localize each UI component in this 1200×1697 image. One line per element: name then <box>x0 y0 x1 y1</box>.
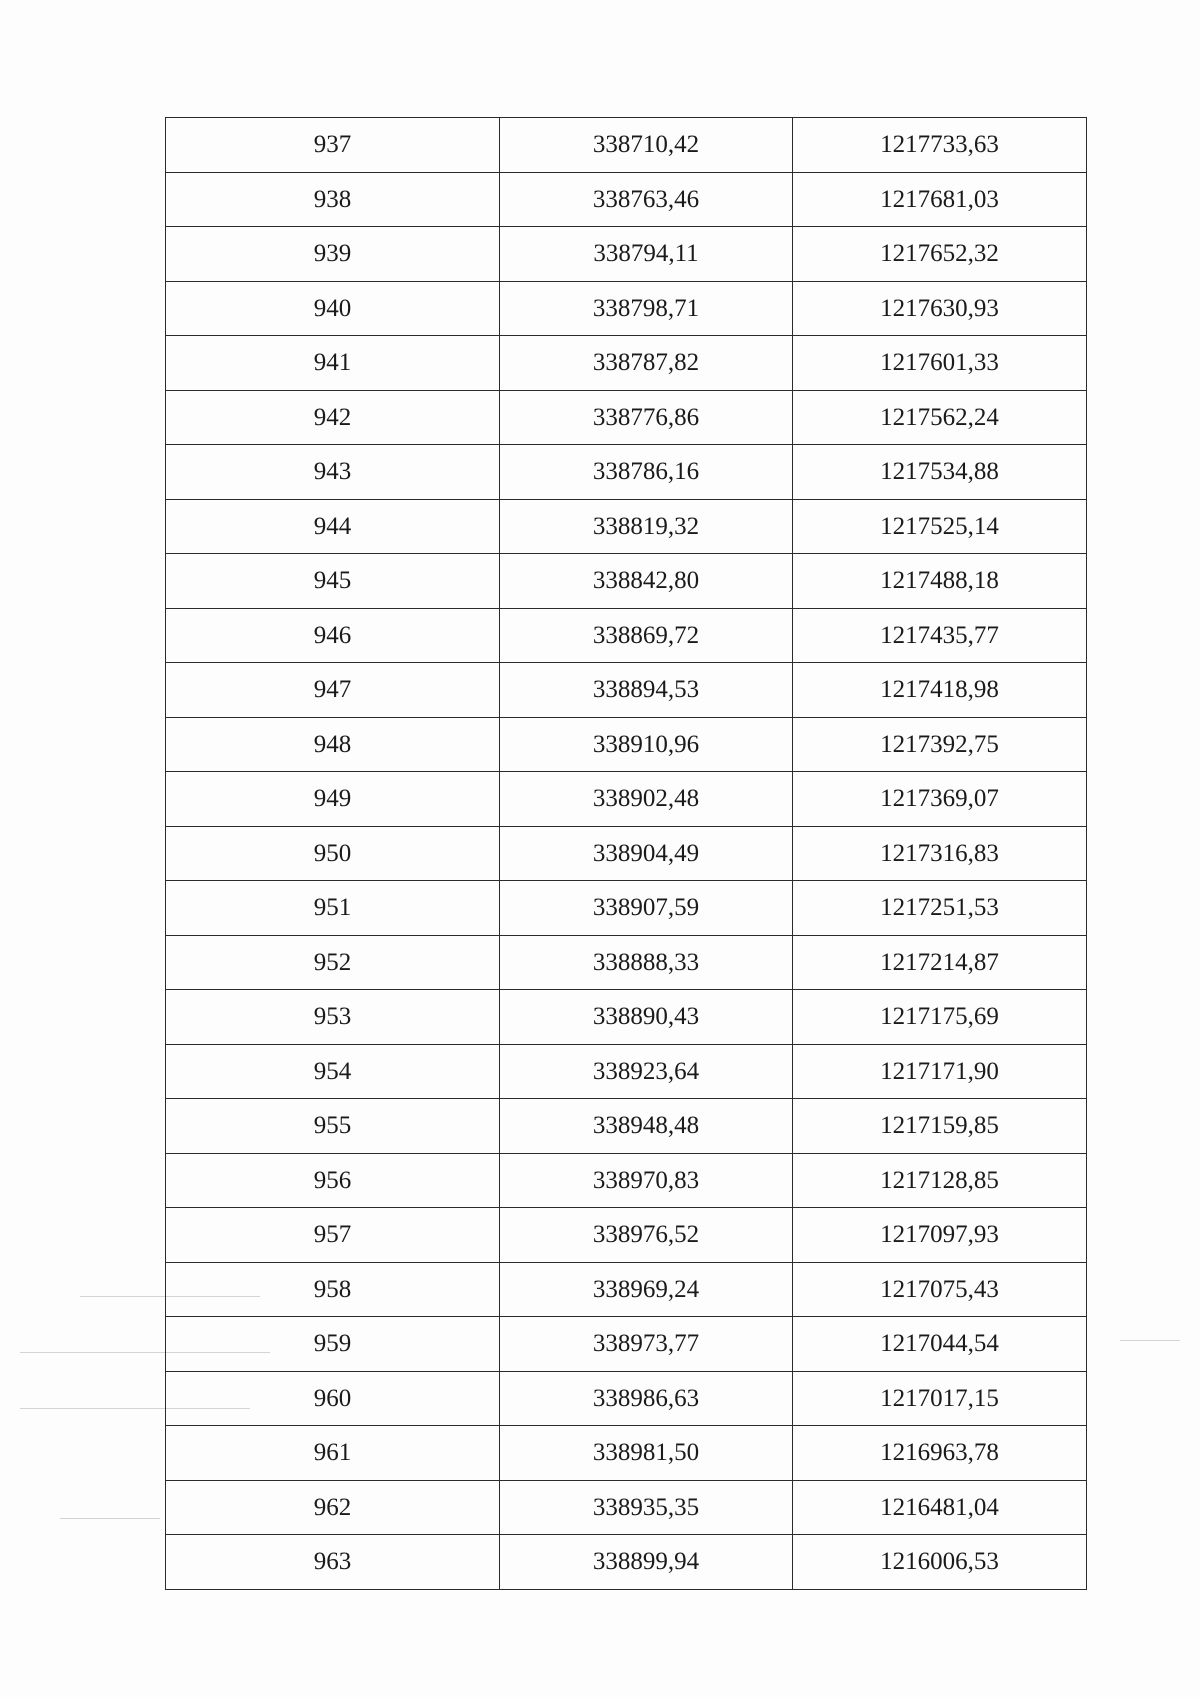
point-number-cell: 949 <box>166 772 500 827</box>
point-number-cell: 943 <box>166 445 500 500</box>
x-coordinate-cell: 338787,82 <box>500 336 793 391</box>
table-row <box>166 717 1087 772</box>
x-coordinate-cell: 338869,72 <box>500 608 793 663</box>
x-coordinate-cell: 338935,35 <box>500 1480 793 1535</box>
point-number-cell: 937 <box>166 118 500 173</box>
x-coordinate-cell: 338890,43 <box>500 990 793 1045</box>
y-coordinate-cell: 1217128,85 <box>793 1153 1087 1208</box>
point-number-cell: 955 <box>166 1099 500 1154</box>
y-coordinate-cell: 1216481,04 <box>793 1480 1087 1535</box>
y-coordinate-cell: 1217525,14 <box>793 499 1087 554</box>
x-coordinate-cell: 338910,96 <box>500 717 793 772</box>
x-coordinate-cell: 338798,71 <box>500 281 793 336</box>
x-coordinate-cell: 338842,80 <box>500 554 793 609</box>
y-coordinate-cell: 1217159,85 <box>793 1099 1087 1154</box>
point-number-cell: 959 <box>166 1317 500 1372</box>
table-row <box>166 1044 1087 1099</box>
x-coordinate-cell: 338948,48 <box>500 1099 793 1154</box>
point-number-cell: 961 <box>166 1426 500 1481</box>
point-number-cell: 956 <box>166 1153 500 1208</box>
x-coordinate-cell: 338899,94 <box>500 1535 793 1590</box>
table-row <box>166 990 1087 1045</box>
y-coordinate-cell: 1217681,03 <box>793 172 1087 227</box>
y-coordinate-cell: 1217316,83 <box>793 826 1087 881</box>
y-coordinate-cell: 1217652,32 <box>793 227 1087 282</box>
point-number-cell: 951 <box>166 881 500 936</box>
table-row <box>166 172 1087 227</box>
y-coordinate-cell: 1217534,88 <box>793 445 1087 500</box>
table-row <box>166 1535 1087 1590</box>
y-coordinate-cell: 1217601,33 <box>793 336 1087 391</box>
point-number-cell: 947 <box>166 663 500 718</box>
table-row <box>166 1262 1087 1317</box>
y-coordinate-cell: 1217044,54 <box>793 1317 1087 1372</box>
x-coordinate-cell: 338710,42 <box>500 118 793 173</box>
x-coordinate-cell: 338923,64 <box>500 1044 793 1099</box>
coordinates-table-body <box>166 118 1087 1590</box>
x-coordinate-cell: 338973,77 <box>500 1317 793 1372</box>
table-row <box>166 1208 1087 1263</box>
y-coordinate-cell: 1217251,53 <box>793 881 1087 936</box>
point-number-cell: 938 <box>166 172 500 227</box>
point-number-cell: 946 <box>166 608 500 663</box>
table-row <box>166 1426 1087 1481</box>
scan-artifact-line <box>60 1518 160 1519</box>
coordinates-table <box>165 117 1087 1590</box>
point-number-cell: 941 <box>166 336 500 391</box>
y-coordinate-cell: 1217488,18 <box>793 554 1087 609</box>
table-row <box>166 1099 1087 1154</box>
table-row <box>166 554 1087 609</box>
table-row <box>166 1480 1087 1535</box>
point-number-cell: 953 <box>166 990 500 1045</box>
x-coordinate-cell: 338976,52 <box>500 1208 793 1263</box>
y-coordinate-cell: 1217733,63 <box>793 118 1087 173</box>
y-coordinate-cell: 1216963,78 <box>793 1426 1087 1481</box>
x-coordinate-cell: 338776,86 <box>500 390 793 445</box>
table-row <box>166 881 1087 936</box>
y-coordinate-cell: 1217175,69 <box>793 990 1087 1045</box>
table-row <box>166 281 1087 336</box>
scan-artifact-line <box>1120 1340 1180 1341</box>
table-row <box>166 118 1087 173</box>
point-number-cell: 958 <box>166 1262 500 1317</box>
point-number-cell: 945 <box>166 554 500 609</box>
table-row <box>166 935 1087 990</box>
table-row <box>166 608 1087 663</box>
table-row <box>166 663 1087 718</box>
x-coordinate-cell: 338986,63 <box>500 1371 793 1426</box>
y-coordinate-cell: 1216006,53 <box>793 1535 1087 1590</box>
y-coordinate-cell: 1217562,24 <box>793 390 1087 445</box>
point-number-cell: 957 <box>166 1208 500 1263</box>
y-coordinate-cell: 1217369,07 <box>793 772 1087 827</box>
point-number-cell: 963 <box>166 1535 500 1590</box>
x-coordinate-cell: 338888,33 <box>500 935 793 990</box>
table-row <box>166 1153 1087 1208</box>
table-row <box>166 772 1087 827</box>
x-coordinate-cell: 338904,49 <box>500 826 793 881</box>
point-number-cell: 940 <box>166 281 500 336</box>
table-row <box>166 826 1087 881</box>
y-coordinate-cell: 1217392,75 <box>793 717 1087 772</box>
point-number-cell: 962 <box>166 1480 500 1535</box>
y-coordinate-cell: 1217171,90 <box>793 1044 1087 1099</box>
table-row <box>166 227 1087 282</box>
table-row <box>166 390 1087 445</box>
point-number-cell: 942 <box>166 390 500 445</box>
x-coordinate-cell: 338970,83 <box>500 1153 793 1208</box>
point-number-cell: 939 <box>166 227 500 282</box>
x-coordinate-cell: 338907,59 <box>500 881 793 936</box>
y-coordinate-cell: 1217435,77 <box>793 608 1087 663</box>
y-coordinate-cell: 1217214,87 <box>793 935 1087 990</box>
y-coordinate-cell: 1217075,43 <box>793 1262 1087 1317</box>
table-row <box>166 336 1087 391</box>
y-coordinate-cell: 1217097,93 <box>793 1208 1087 1263</box>
table-row <box>166 1371 1087 1426</box>
point-number-cell: 950 <box>166 826 500 881</box>
x-coordinate-cell: 338902,48 <box>500 772 793 827</box>
y-coordinate-cell: 1217418,98 <box>793 663 1087 718</box>
point-number-cell: 944 <box>166 499 500 554</box>
table-row <box>166 499 1087 554</box>
x-coordinate-cell: 338794,11 <box>500 227 793 282</box>
x-coordinate-cell: 338819,32 <box>500 499 793 554</box>
x-coordinate-cell: 338969,24 <box>500 1262 793 1317</box>
point-number-cell: 960 <box>166 1371 500 1426</box>
x-coordinate-cell: 338786,16 <box>500 445 793 500</box>
x-coordinate-cell: 338894,53 <box>500 663 793 718</box>
x-coordinate-cell: 338981,50 <box>500 1426 793 1481</box>
point-number-cell: 954 <box>166 1044 500 1099</box>
y-coordinate-cell: 1217017,15 <box>793 1371 1087 1426</box>
table-row <box>166 1317 1087 1372</box>
x-coordinate-cell: 338763,46 <box>500 172 793 227</box>
point-number-cell: 948 <box>166 717 500 772</box>
table-row <box>166 445 1087 500</box>
y-coordinate-cell: 1217630,93 <box>793 281 1087 336</box>
point-number-cell: 952 <box>166 935 500 990</box>
